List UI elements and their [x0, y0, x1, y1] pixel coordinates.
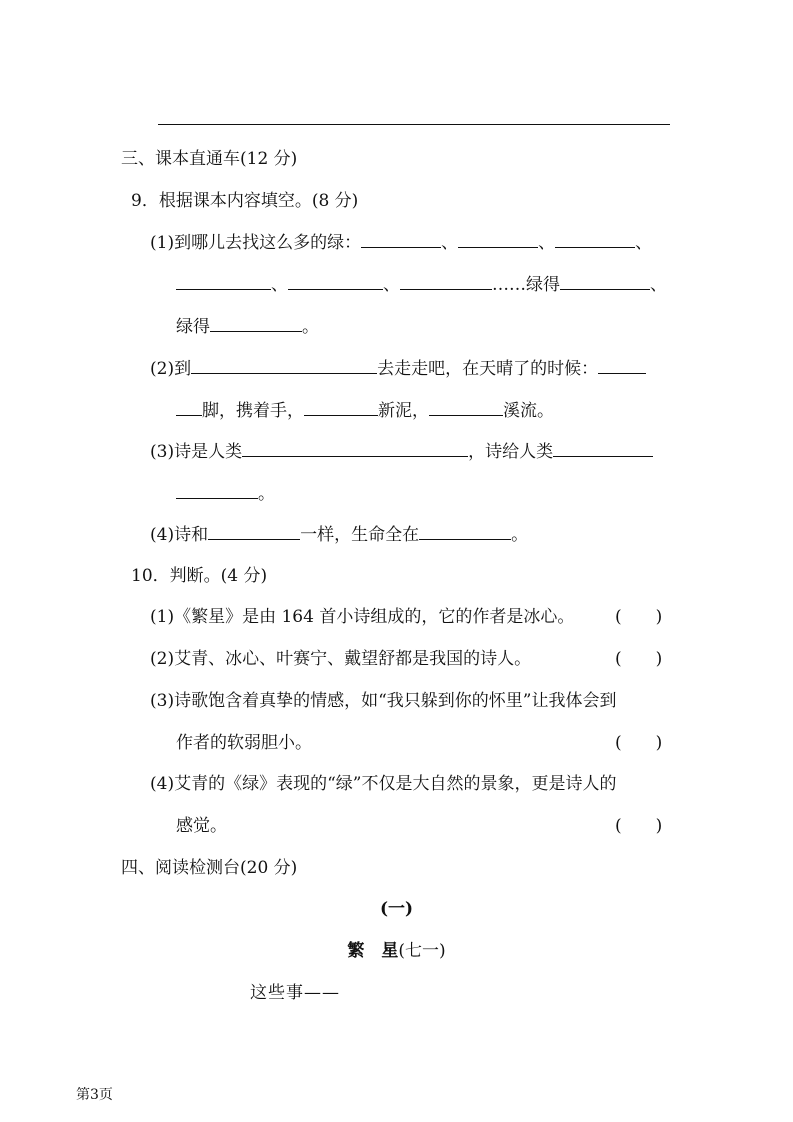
page-number: 第3页: [76, 1087, 113, 1103]
answer-paren[interactable]: ( ): [615, 649, 663, 669]
q9-item1-line3: [176, 316, 319, 338]
blank[interactable]: [242, 441, 468, 457]
q9-item2-line1: [150, 358, 646, 380]
poem-subtitle: (七一): [398, 941, 446, 961]
separator: 、: [441, 233, 459, 253]
q10-item1: (1)《繁星》是由 164 首小诗组成的，它的作者是冰心。: [150, 607, 575, 627]
q9-item4-label: (4)诗和: [150, 525, 209, 545]
blank[interactable]: [176, 274, 271, 290]
blank[interactable]: [555, 232, 635, 248]
text: 新泥，: [378, 401, 429, 421]
text: 溪流。: [503, 401, 554, 421]
part-label: (一): [379, 899, 414, 919]
blank[interactable]: [208, 524, 300, 540]
ellipsis-text: ……绿得: [492, 275, 560, 295]
q9-item1-label: (1)到哪儿去找这么多的绿：: [150, 233, 362, 253]
answer-paren[interactable]: ( ): [615, 733, 663, 753]
blank[interactable]: [419, 524, 511, 540]
q10-title: 10．判断。(4 分): [131, 566, 268, 586]
q9-item1-line2: [176, 274, 667, 296]
period: 。: [258, 484, 275, 504]
blank[interactable]: [598, 358, 646, 374]
blank[interactable]: [400, 274, 492, 290]
text: 去走走吧，在天晴了的时候：: [377, 359, 599, 379]
blank[interactable]: [429, 400, 503, 416]
q9-title: 9．根据课本内容填空。(8 分): [131, 191, 359, 211]
blank[interactable]: [176, 400, 202, 416]
blank[interactable]: [176, 483, 258, 499]
separator: 、: [383, 275, 400, 295]
blank[interactable]: [361, 232, 441, 248]
section4-heading: 四、阅读检测台(20 分): [121, 858, 298, 878]
answer-paren[interactable]: ( ): [615, 816, 663, 836]
q10-item2: (2)艾青、冰心、叶赛宁、戴望舒都是我国的诗人。: [150, 649, 532, 669]
blank[interactable]: [458, 232, 538, 248]
blank[interactable]: [553, 441, 653, 457]
separator: 、: [271, 275, 288, 295]
q9-item1-line1: [150, 232, 652, 254]
blank[interactable]: [560, 274, 650, 290]
answer-line-top: [158, 124, 670, 125]
blank[interactable]: [288, 274, 383, 290]
text: 绿得: [176, 317, 210, 337]
poem-first-line: 这些事——: [250, 983, 340, 1003]
q10-item4-line1: (4)艾青的《绿》表现的“绿”不仅是大自然的景象，更是诗人的: [150, 774, 617, 794]
answer-paren[interactable]: ( ): [615, 607, 663, 627]
period: 。: [302, 317, 319, 337]
poem-title: 繁 星: [347, 941, 399, 961]
text: ，诗给人类: [468, 442, 554, 462]
q10-item4-line2: 感觉。: [176, 816, 227, 836]
blank[interactable]: [210, 316, 302, 332]
text: 一样，生命全在: [300, 525, 420, 545]
q9-item3-line1: [150, 441, 653, 463]
text: 脚，携着手，: [202, 401, 304, 421]
q9-item2-line2: [176, 400, 554, 422]
separator: 、: [635, 233, 653, 253]
q9-item3-label: (3)诗是人类: [150, 442, 243, 462]
blank[interactable]: [191, 358, 377, 374]
q10-item3-line1: (3)诗歌饱含着真挚的情感，如“我只躲到你的怀里”让我体会到: [150, 691, 617, 711]
q9-item4-line1: [150, 524, 528, 546]
blank[interactable]: [304, 400, 378, 416]
period: 。: [511, 525, 529, 545]
separator: 、: [650, 275, 667, 295]
q9-item3-line2: [176, 483, 275, 505]
poem-title-line: [0, 940, 793, 962]
section3-heading: 三、课本直通车(12 分): [121, 149, 298, 169]
q9-item2-label: (2)到: [150, 359, 192, 379]
separator: 、: [538, 233, 556, 253]
q10-item3-line2: 作者的软弱胆小。: [176, 733, 312, 753]
